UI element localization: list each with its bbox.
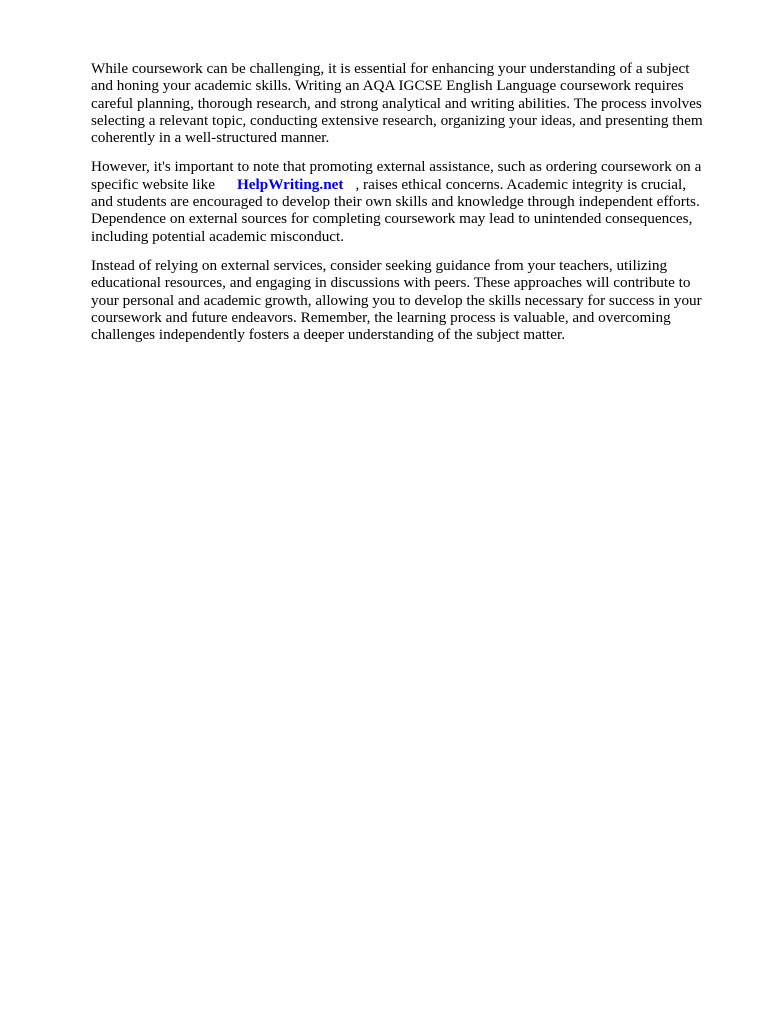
- paragraph-ethics: [91, 158, 731, 244]
- text-line: coherently in a well-structured manner.: [91, 129, 330, 147]
- text-line: Instead of relying on external services, consider seeking guidance from your teachers, utilizing: [91, 256, 668, 274]
- text-line: careful planning, thorough research, and strong analytical and writing abilities. The process involves: [91, 94, 702, 112]
- helpwriting-link[interactable]: HelpWriting.net: [236, 175, 344, 193]
- paragraph-intro: [91, 60, 731, 146]
- text-line: coursework and future endeavors. Remember, the learning process is valuable, and overcoming: [91, 308, 671, 326]
- text-line: challenges independently fosters a deeper understanding of the subject matter.: [91, 326, 566, 344]
- paragraph-alternatives: [91, 257, 731, 343]
- text-line: your personal and academic growth, allowing you to develop the skills necessary for success in your: [91, 291, 702, 309]
- text-line: However, it's important to note that promoting external assistance, such as ordering coursework on a: [91, 158, 702, 176]
- text-line: and honing your academic skills. Writing an AQA IGCSE English Language coursework requires: [91, 77, 684, 95]
- text-line: While coursework can be challenging, it is essential for enhancing your understanding of a subject: [91, 60, 690, 77]
- text-line: Dependence on external sources for completing coursework may lead to unintended consequences,: [91, 210, 693, 228]
- document-body: [91, 60, 731, 355]
- text-line: including potential academic misconduct.: [91, 227, 345, 245]
- text-segment: specific website like: [91, 175, 215, 193]
- text-line: and students are encouraged to develop their own skills and knowledge through independent efforts.: [91, 193, 700, 211]
- text-line-with-link: [91, 176, 731, 193]
- text-line: educational resources, and engaging in discussions with peers. These approaches will contribute to: [91, 274, 691, 292]
- text-segment: , raises ethical concerns. Academic integrity is crucial,: [355, 175, 687, 193]
- text-line: selecting a relevant topic, conducting extensive research, organizing your ideas, and presenting them: [91, 111, 703, 129]
